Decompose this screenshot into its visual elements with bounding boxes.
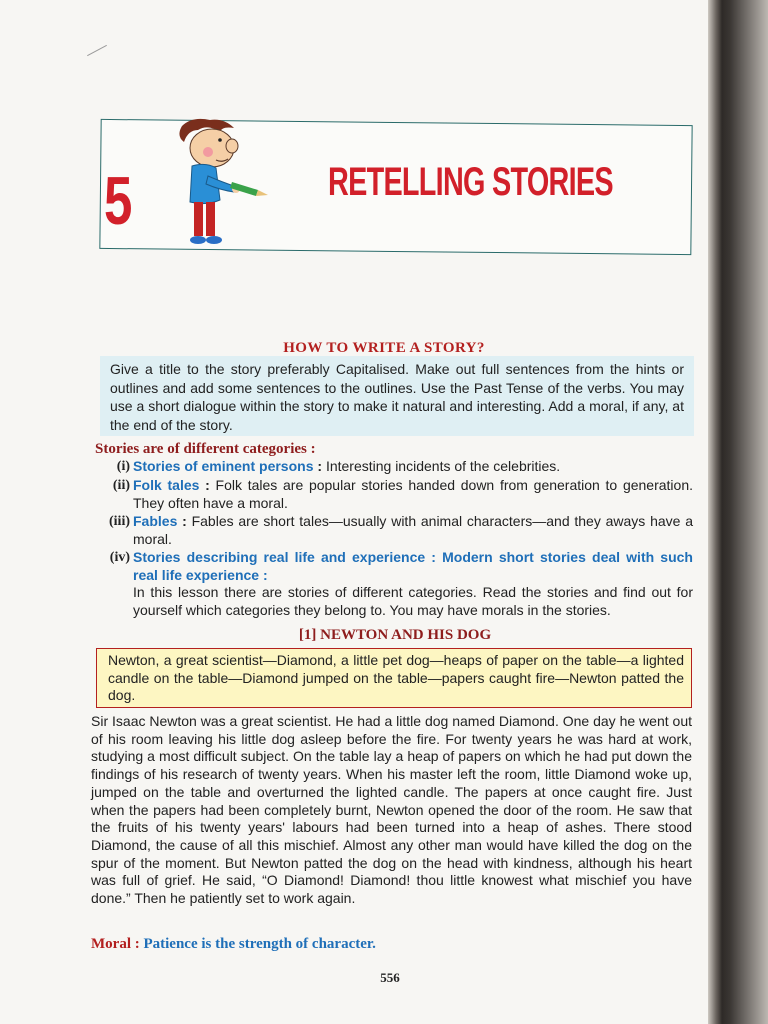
category-title: Stories describing real life and experience : Modern short stories deal with such real life experience : bbox=[133, 549, 693, 583]
story-title: [1] NEWTON AND HIS DOG bbox=[298, 627, 492, 643]
how-to-heading: HOW TO WRITE A STORY? bbox=[283, 340, 485, 356]
category-separator: : bbox=[313, 458, 326, 474]
chapter-number: 5 bbox=[104, 163, 131, 239]
book-spine-shadow bbox=[708, 0, 768, 1024]
moral-label: Moral : bbox=[91, 936, 140, 952]
intro-text: Give a title to the story preferably Capitalised. Make out full sentences from the hints or outlines and add some sentences to the outlines. Use the Past Tense of the verbs. You may use a short dialogue within the story to make it natural and interesting. Add a moral, if any, at the end of the story. bbox=[110, 361, 684, 433]
moral-line bbox=[91, 936, 376, 953]
category-number: (i) bbox=[116, 459, 130, 474]
category-text: Fables are short tales—usually with animal characters—and they aways have a moral. bbox=[133, 513, 693, 547]
categories-heading: Stories are of different categories : bbox=[95, 441, 316, 457]
category-title: Folk tales bbox=[133, 477, 200, 493]
category-number: (iii) bbox=[109, 514, 130, 529]
hints-text: Newton, a great scientist—Diamond, a little pet dog—heaps of paper on the table—a lighted candle on the table—Diamond jumped on the table—papers caught fire—Newton patted the dog. bbox=[108, 652, 684, 704]
category-text: Interesting incidents of the celebrities. bbox=[325, 458, 561, 474]
pencil-mark bbox=[87, 45, 107, 56]
category-separator: : bbox=[199, 477, 216, 493]
category-separator: : bbox=[177, 513, 192, 529]
category-number: (iv) bbox=[109, 550, 130, 565]
page-number: 556 bbox=[380, 970, 400, 985]
category-text: In this lesson there are stories of different categories. Read the stories and find out for yourself which categories they belong to. You may have morals in the stories. bbox=[133, 584, 693, 618]
chapter-title: RETELLING STORIES bbox=[328, 160, 613, 204]
category-number: (ii) bbox=[112, 478, 130, 493]
category-title: Fables bbox=[133, 513, 178, 529]
moral-text: Patience is the strength of character. bbox=[143, 936, 376, 952]
boy-illustration bbox=[162, 116, 270, 256]
category-text: Folk tales are popular stories handed down from generation to generation. They often have a moral. bbox=[133, 477, 693, 511]
category-title: Stories of eminent persons bbox=[133, 458, 314, 474]
story-body: Sir Isaac Newton was a great scientist. He had a little dog named Diamond. One day he went out of his room leaving his little dog asleep before the fire. For twenty years he was hard at work, studying a most difficult subject. On the table lay a heap of papers on which he had put down the findings of his research of twenty years. When his master left the room, little Diamond woke up, jumped on the table and overturned the lighted candle. The papers at once caught fire. Just when the papers had been completely burnt, Newton opened the door of the room. He saw that the fruits of his twenty years' labours had been turned into a heap of ashes. There stood Diamond, the cause of all this mischief. Almost any other man would have killed the dog on the spur of the moment. But Newton patted the dog on the head with kindness, although his heart was full of grief. He said, “O Diamond! Diamond! thou little knowest what mischief you have done.” Then he patiently set to work again. bbox=[91, 713, 692, 907]
